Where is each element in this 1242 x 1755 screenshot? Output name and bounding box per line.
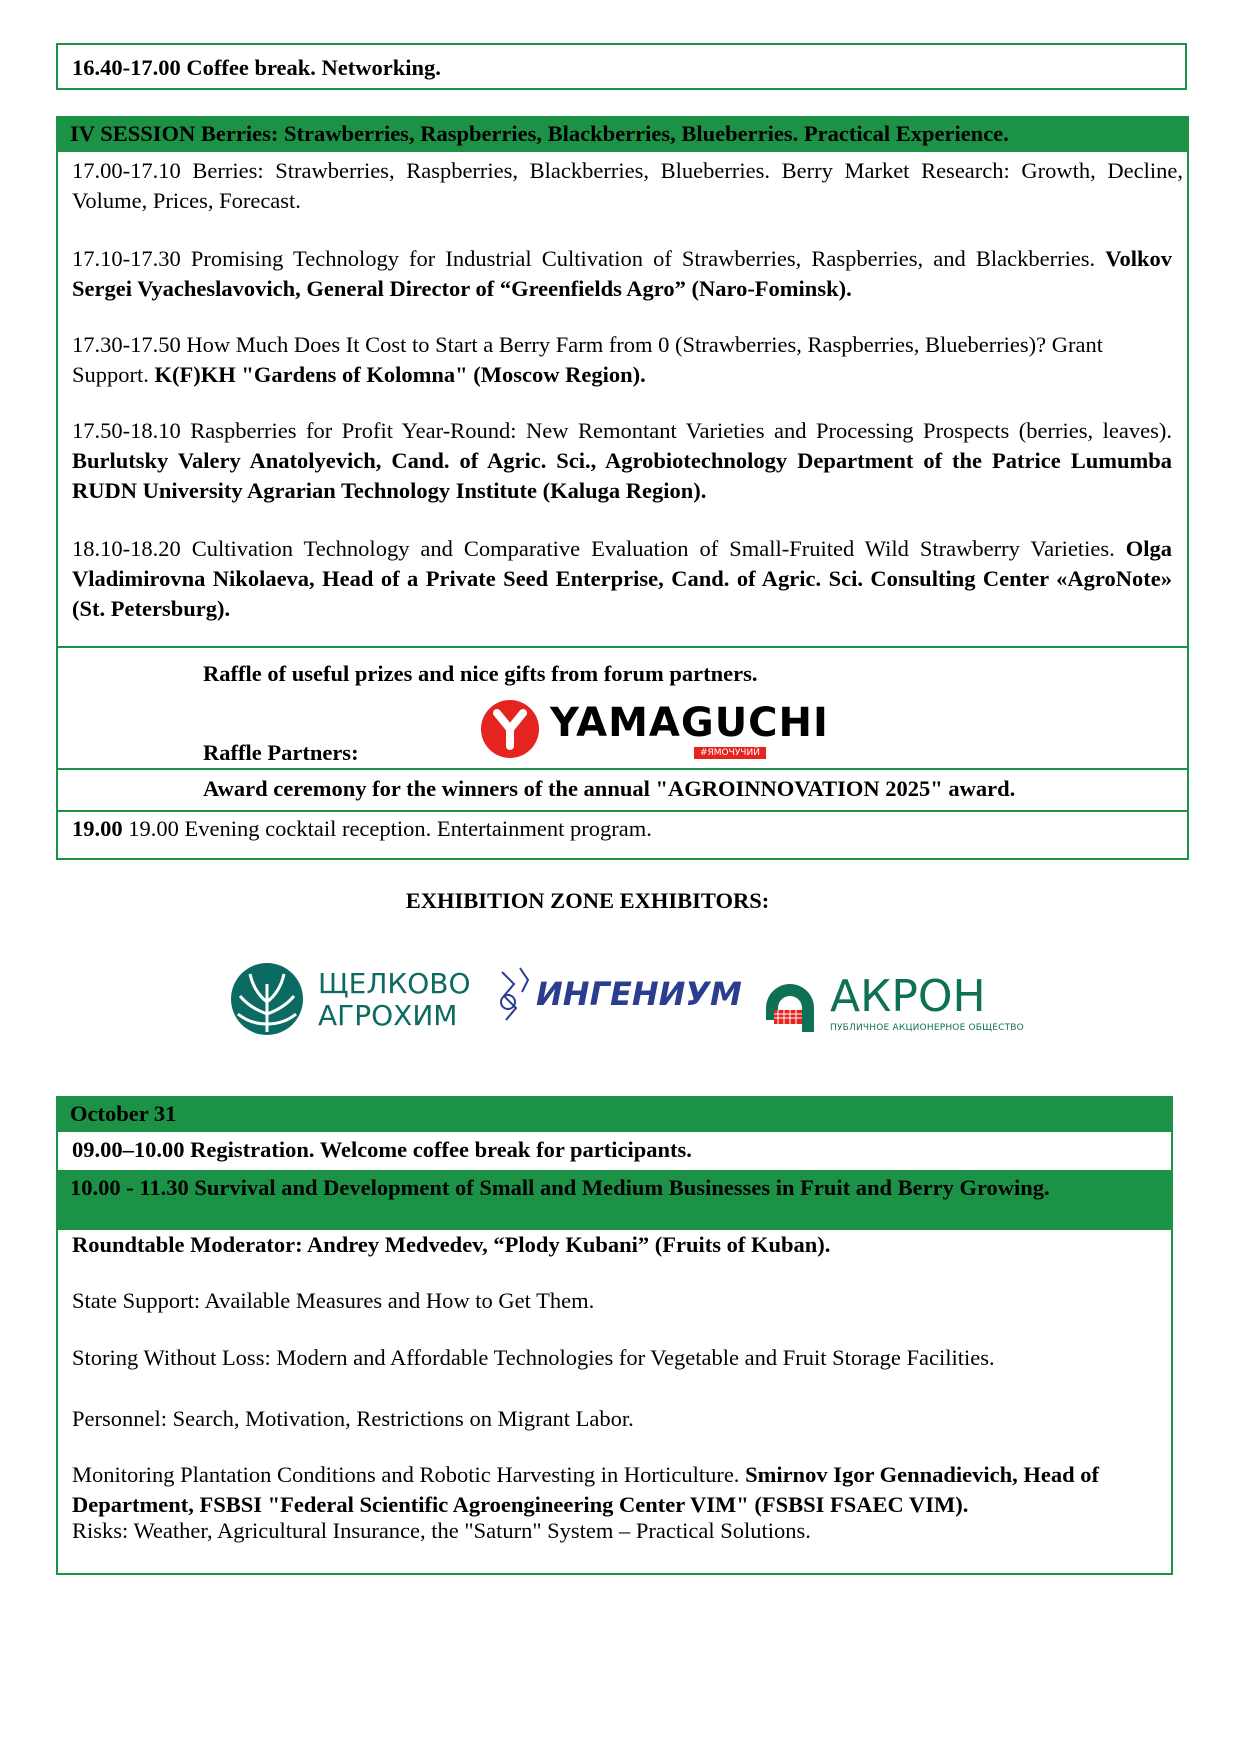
day2-roundtable-header bbox=[56, 1170, 1173, 1230]
session4-body bbox=[56, 152, 1189, 860]
evening-time: 19.00 bbox=[72, 816, 123, 841]
day2-registration: 09.00–10.00 Registration. Welcome coffee break for participants. bbox=[72, 1137, 692, 1162]
yamaguchi-logo bbox=[480, 697, 829, 765]
day2-monitoring bbox=[72, 1460, 1170, 1520]
day2-topic-2: Storing Without Loss: Modern and Affordable Technologies for Vegetable and Fruit Storage Facilities. bbox=[72, 1345, 995, 1370]
session4-item-2 bbox=[72, 244, 1172, 304]
item-text: 17.10-17.30 Promising Technology for Industrial Cultivation of Strawberries, Raspberries, and Blackberries. bbox=[72, 246, 1096, 271]
session4-item-1 bbox=[72, 156, 1183, 216]
day2-risks: Risks: Weather, Agricultural Insurance, the "Saturn" System – Practical Solutions. bbox=[72, 1518, 811, 1543]
akron-wordmark: АКРОН bbox=[830, 971, 986, 1022]
day2-moderator: Roundtable Moderator: Andrey Medvedev, “Plody Kubani” (Fruits of Kuban). bbox=[72, 1232, 831, 1257]
gear-branch-icon bbox=[494, 962, 540, 1028]
item-text: 17.00-17.10 Berries: Strawberries, Raspberries, Blackberries, Blueberries. Berry Market Research: Growth, Decline, Volume, Prices, Forecast. bbox=[72, 158, 1183, 213]
speaker: Burlutsky Valery Anatolyevich, Cand. of Agric. Sci., Agrobiotechnology Department of the Patrice Lumumba RUDN University Agrarian Technology Institute (Kaluga Region). bbox=[72, 448, 1172, 503]
raffle-title: Raffle of useful prizes and nice gifts from forum partners. bbox=[203, 661, 758, 686]
award-text: Award ceremony for the winners of the annual "AGROINNOVATION 2025" award. bbox=[203, 776, 1016, 801]
day2-body bbox=[56, 1230, 1173, 1575]
row-divider bbox=[56, 768, 1189, 770]
monitoring-text: Monitoring Plantation Conditions and Robotic Harvesting in Horticulture. bbox=[72, 1462, 740, 1487]
akron-tagline: ПУБЛИЧНОЕ АКЦИОНЕРНОЕ ОБЩЕСТВО bbox=[830, 1023, 1024, 1033]
session4-item-5 bbox=[72, 534, 1172, 624]
evening-row bbox=[72, 814, 652, 844]
day2-date-header bbox=[56, 1096, 1173, 1132]
monitoring-speaker: Smirnov Igor Gennadievich, Head of Department, FSBSI "Federal Scientific Agroengineering Center VIM" (FSBSI FSAEC VIM). bbox=[72, 1462, 1100, 1517]
row-divider bbox=[56, 646, 1189, 648]
day2-date: October 31 bbox=[70, 1101, 177, 1126]
day2-topic-1: State Support: Available Measures and How to Get Them. bbox=[72, 1288, 595, 1313]
session4-header bbox=[56, 116, 1189, 152]
akron-emblem-icon bbox=[760, 976, 820, 1036]
speaker: Volkov Sergei Vyacheslavovich, General Director of “Greenfields Agro” (Naro-Fominsk). bbox=[72, 246, 1172, 301]
day2-topic-3: Personnel: Search, Motivation, Restrictions on Migrant Labor. bbox=[72, 1406, 634, 1431]
session4-item-3 bbox=[72, 330, 1172, 390]
ingenium-wordmark: ИНГЕНИУМ bbox=[536, 975, 742, 1013]
speaker: Olga Vladimirovna Nikolaeva, Head of a Private Seed Enterprise, Cand. of Agric. Sci. Consulting Center «AgroNote» (St. Petersburg). bbox=[72, 536, 1172, 621]
item-text: 17.30-17.50 How Much Does It Cost to Start a Berry Farm from 0 (Strawberries, Raspberries, Blueberries)? Grant Support. bbox=[72, 332, 1104, 387]
item-text: 18.10-18.20 Cultivation Technology and Comparative Evaluation of Small-Fruited Wild Strawberry Varieties. bbox=[72, 536, 1115, 561]
day2-registration-row bbox=[56, 1132, 1173, 1170]
shchelkovo-line1: ЩЕЛКОВО bbox=[318, 967, 471, 1000]
yamaguchi-mark-icon bbox=[480, 699, 540, 759]
session4-title: IV SESSION Berries: Strawberries, Raspberries, Blackberries, Blueberries. Practical Experience. bbox=[70, 121, 1009, 146]
coffee-break-box bbox=[56, 43, 1187, 90]
row-divider bbox=[56, 810, 1189, 812]
raffle-partners-label: Raffle Partners: bbox=[203, 740, 359, 765]
exhibitors-title: EXHIBITION ZONE EXHIBITORS: bbox=[405, 888, 770, 913]
yamaguchi-tag: #ЯМОЧУЧИЙ bbox=[694, 747, 766, 759]
yamaguchi-wordmark: YAMAGUCHI bbox=[550, 700, 829, 746]
speaker: K(F)KH "Gardens of Kolomna" (Moscow Region). bbox=[154, 362, 646, 387]
leaf-emblem-icon bbox=[230, 962, 304, 1036]
shchelkovo-logo bbox=[230, 962, 470, 1036]
session4-item-4 bbox=[72, 416, 1172, 506]
ingenium-logo bbox=[494, 962, 742, 1028]
shchelkovo-line2: АГРОХИМ bbox=[318, 999, 458, 1032]
item-text: 17.50-18.10 Raspberries for Profit Year-Round: New Remontant Varieties and Processing Prospects (berries, leaves). bbox=[72, 418, 1172, 443]
coffee-break-text: 16.40-17.00 Coffee break. Networking. bbox=[72, 55, 441, 80]
day2-roundtable-title: 10.00 - 11.30 Survival and Development of Small and Medium Businesses in Fruit and Berry Growing. bbox=[70, 1175, 1050, 1200]
akron-logo bbox=[760, 972, 1030, 1038]
evening-text: 19.00 Evening cocktail reception. Entertainment program. bbox=[128, 816, 652, 841]
